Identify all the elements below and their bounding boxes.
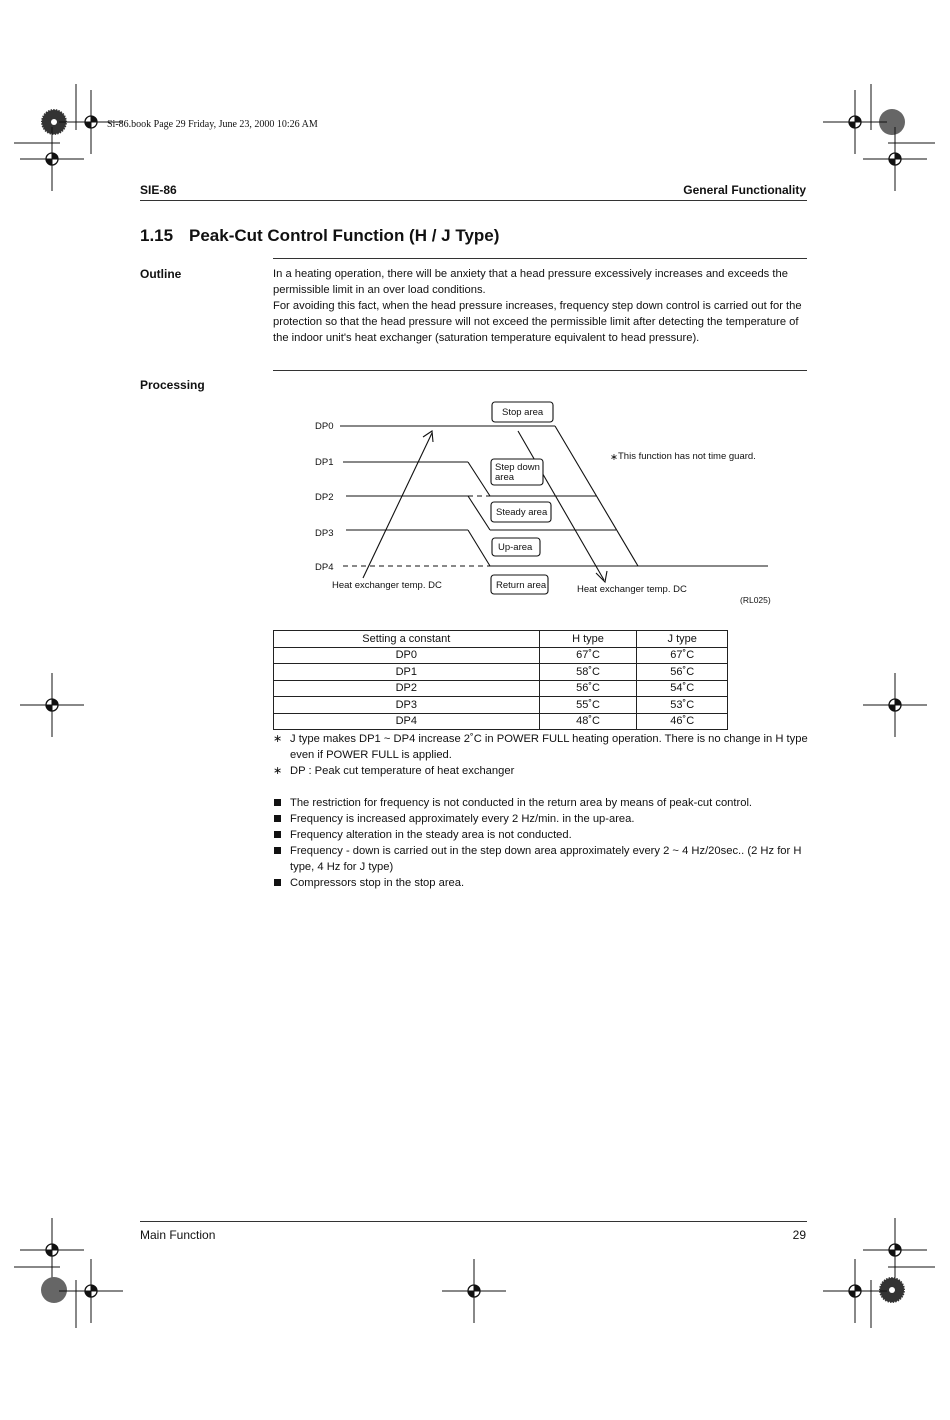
bullet-text: The restriction for frequency is not conducted in the return area by means of peak-cut control. xyxy=(290,797,753,809)
table-header-row xyxy=(274,631,728,648)
rising-arrow xyxy=(363,433,432,578)
processing-rule xyxy=(273,370,807,371)
outline-paragraph: For avoiding this fact, when the head pressure increases, frequency step down control is carried out for the protection so that the head pressure will not exceed the permissible limit after detecting the temperature of the indoor unit's heat exchanger (saturation temperature equivalent to head pressure). xyxy=(273,300,802,344)
constants-table xyxy=(273,630,728,730)
book-info-line: Si-86.book Page 29 Friday, June 23, 2000 10:26 AM xyxy=(107,119,318,130)
section-number: 1.15 xyxy=(140,226,174,245)
bullet-item xyxy=(273,811,808,827)
header-rule xyxy=(140,200,807,201)
note-marker: ∗ xyxy=(273,733,283,745)
table-row xyxy=(274,680,728,697)
bullet-square-icon xyxy=(274,815,281,822)
bullet-item xyxy=(273,827,808,843)
rising-axis-label: Heat exchanger temp. DC xyxy=(332,580,442,591)
table-notes xyxy=(273,731,808,779)
note-marker: ∗ xyxy=(610,452,618,463)
table-header-cell: Setting a constant xyxy=(274,631,540,648)
table-header-cell: J type xyxy=(637,631,728,648)
step-down-area-label: Step down xyxy=(495,462,540,473)
table-cell: 48˚C xyxy=(539,713,637,730)
dp0-label: DP0 xyxy=(315,421,334,432)
table-row xyxy=(274,664,728,681)
footer-chapter: Main Function xyxy=(140,1228,216,1242)
bullet-item xyxy=(273,843,808,875)
note-text: J type makes DP1 ~ DP4 increase 2˚C in POWER FULL heating operation. There is no change in H type even if POWER FULL is applied. xyxy=(290,733,808,761)
note-marker: ∗ xyxy=(273,765,283,777)
table-cell: 56˚C xyxy=(637,664,728,681)
bullet-text: Frequency - down is carried out in the step down area approximately every 2 ~ 4 Hz/20sec.. (2 Hz for H type, 4 Hz for J type) xyxy=(290,845,802,873)
chapter-title: General Functionality xyxy=(683,183,806,197)
section-heading xyxy=(140,226,499,246)
note-text: DP : Peak cut temperature of heat exchanger xyxy=(290,765,515,777)
outline-paragraph: In a heating operation, there will be anxiety that a head pressure excessively increases and exceeds the permissible limit in an over load conditions. xyxy=(273,268,788,296)
behavior-bullet-list xyxy=(273,795,808,891)
table-header-cell: H type xyxy=(539,631,637,648)
table-cell: 46˚C xyxy=(637,713,728,730)
bullet-item xyxy=(273,875,808,891)
table-cell: 54˚C xyxy=(637,680,728,697)
falling-axis-label: Heat exchanger temp. DC xyxy=(577,584,687,595)
outline-label: Outline xyxy=(140,267,182,281)
processing-label: Processing xyxy=(140,378,205,392)
table-cell: DP2 xyxy=(274,680,540,697)
bullet-text: Compressors stop in the stop area. xyxy=(290,877,465,889)
table-cell: 55˚C xyxy=(539,697,637,714)
table-cell: 67˚C xyxy=(539,647,637,664)
step-down-area-label-line2: area xyxy=(495,472,515,483)
table-cell: DP4 xyxy=(274,713,540,730)
peak-cut-diagram xyxy=(300,395,780,610)
section-title: Peak-Cut Control Function (H / J Type) xyxy=(189,226,500,245)
dp4-label: DP4 xyxy=(315,562,334,573)
time-guard-note: This function has not time guard. xyxy=(618,451,756,462)
table-row xyxy=(274,697,728,714)
steady-area-label: Steady area xyxy=(496,507,548,518)
return-area-label: Return area xyxy=(496,580,547,591)
note-item xyxy=(273,763,808,779)
up-area-label: Up-area xyxy=(498,542,533,553)
footer-rule xyxy=(140,1221,807,1222)
dp1-label: DP1 xyxy=(315,457,334,468)
bullet-text: Frequency alteration in the steady area is not conducted. xyxy=(290,829,572,841)
table-row xyxy=(274,713,728,730)
bullet-square-icon xyxy=(274,847,281,854)
bullet-item xyxy=(273,795,808,811)
outline-text xyxy=(273,266,808,346)
section-rule xyxy=(273,258,807,259)
table-row xyxy=(274,647,728,664)
dp2-label: DP2 xyxy=(315,492,334,503)
bullet-square-icon xyxy=(274,879,281,886)
document-code: SIE-86 xyxy=(140,183,177,197)
page-number: 29 xyxy=(792,1228,806,1242)
bullet-square-icon xyxy=(274,799,281,806)
table-cell: DP0 xyxy=(274,647,540,664)
table-cell: 58˚C xyxy=(539,664,637,681)
note-item xyxy=(273,731,808,763)
figure-id: (RL025) xyxy=(740,595,771,605)
table-cell: 56˚C xyxy=(539,680,637,697)
bullet-square-icon xyxy=(274,831,281,838)
table-cell: 67˚C xyxy=(637,647,728,664)
bullet-text: Frequency is increased approximately every 2 Hz/min. in the up-area. xyxy=(290,813,635,825)
dp3-label: DP3 xyxy=(315,528,334,539)
table-cell: DP1 xyxy=(274,664,540,681)
stop-area-label: Stop area xyxy=(502,407,544,418)
table-cell: 53˚C xyxy=(637,697,728,714)
table-cell: DP3 xyxy=(274,697,540,714)
